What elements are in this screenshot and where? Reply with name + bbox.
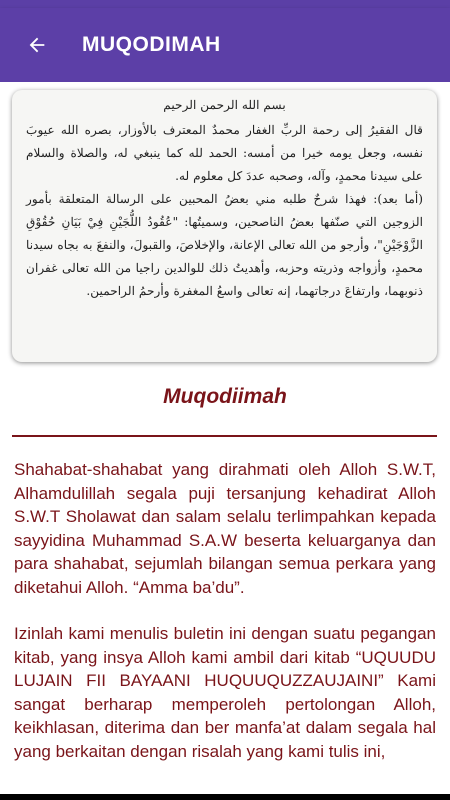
status-bar — [0, 0, 450, 8]
body-text — [14, 458, 436, 786]
page-title: MUQODIMAH — [82, 33, 221, 56]
arabic-text — [12, 90, 437, 303]
body-paragraph-1: Shahabat-shahabat yang dirahmati oleh Alloh S.W.T, Alhamdulillah segala puji tersanjung kehadirat Alloh S.W.T Sholawat dan salam selalu terlimpahkan kepada sayyidina Muhammad S.A.W beserta keluarganya dan para shahabat, sejumlah bilangan semua perkara yang diketahui Alloh. “Amma ba’du”. — [14, 460, 436, 597]
arabic-paragraph-1: قال الفقيرُ إلى رحمة الربِّ الغفار محمدٌ المعترف بالأوزار، بصره الله عيوبَ نفسه، وجعل يومه خيرا من أمسه: الحمد لله كما ينبغي له، والصلاة والسلام على سيدنا محمدٍ، وآله، وصحبه عددَ كل معلوم له. — [26, 123, 423, 183]
arrow-back-icon — [26, 34, 48, 56]
body-paragraph-2: Izinlah kami menulis buletin ini dengan suatu pegangan kitab, yang insya Alloh kami ambil dari kitab “UQUUDU LUJAIN FII BAYAANI HUQUUQUZZAUJAINI” Kami sangat berharap memperoleh pertolongan Alloh, keikhlasan, diterima dan ber manfa’at dalam segala hal yang berkaitan dengan risalah yang kami tulis ini, — [14, 624, 436, 761]
app-bar — [0, 8, 450, 82]
back-button[interactable] — [22, 30, 52, 60]
arabic-paragraph-2: (أما بعد): فهذا شرحٌ طلبه مني بعضُ المحبين على الرسالة المتعلقة بأمور الزوجين التي صنّفها بعضُ الناصحين، وسميتُها: "عُقُودُ اللُّجَيْنِ فِيْ بَيَانِ حُقُوْقِ الزَّوْجَيْنِ"، وأرجو من الله تعالى الإعانة، والإخلاصَ، والقبولَ، والنفعَ به بجاه سيدنا محمدٍ، وأزواجه وذريته وحزبه، وأهديتُ ذلك للوالدين راجيا من الله تعالى غفران ذنوبهما، وارتفاعَ درجاتهما، إنه تعالى واسعُ المغفرة وأرحمُ الراحمين. — [26, 192, 423, 298]
content-scroll[interactable] — [0, 82, 450, 794]
arabic-text-card — [12, 90, 437, 362]
heading-divider — [12, 435, 437, 437]
navigation-bar — [0, 794, 450, 800]
section-heading: Muqodiimah — [163, 385, 287, 408]
bismillah-line: بسم الله الرحمن الرحيم — [163, 98, 286, 112]
